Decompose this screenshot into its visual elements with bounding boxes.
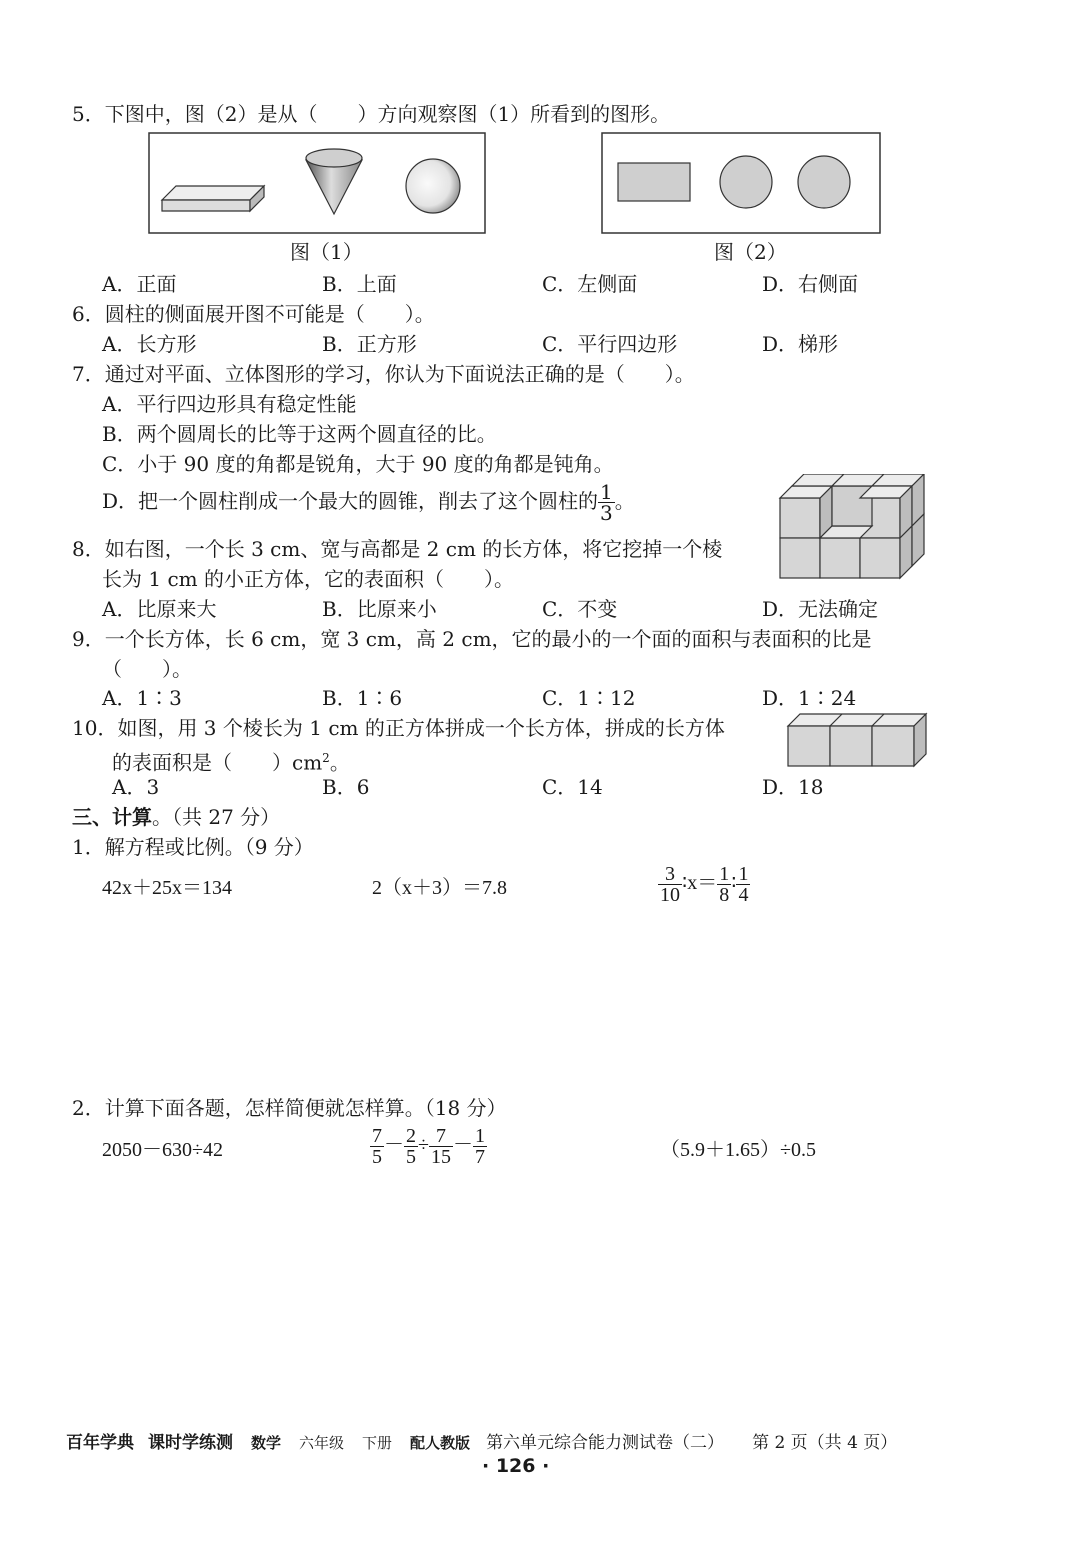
q7-option-a: A．平行四边形具有稳定性能: [102, 392, 357, 416]
footer-brand1: 百年学典: [66, 1433, 134, 1453]
eq3-frac-a-num: 3: [658, 864, 682, 885]
q10-option-c: C．14: [542, 775, 603, 799]
q6-option-c: C．平行四边形: [542, 332, 678, 356]
part1-title: 1．解方程或比例。（9 分）: [72, 835, 314, 859]
footer-brand2: 课时学练测: [148, 1433, 233, 1453]
eq3-mid: ∶x＝: [682, 872, 718, 895]
figure-2: [601, 132, 881, 234]
calc2-f4-num: 1: [474, 1125, 485, 1147]
q7-option-d-end: 。: [614, 489, 635, 513]
q9-option-d: D．1∶24: [762, 686, 857, 710]
q8-option-a: A．比原来大: [102, 597, 217, 621]
q5-option-b: B．上面: [322, 272, 397, 296]
calc2-f4-den: 7: [474, 1146, 485, 1168]
calc2-op3: －: [452, 1134, 473, 1157]
eq3-frac-a: [658, 864, 682, 905]
equation-3: [658, 864, 750, 905]
calc2-f2-den: 5: [406, 1146, 416, 1168]
q10-stem-end: 。: [329, 750, 350, 775]
q9-stem-line2: （ ）。: [102, 657, 192, 681]
calc-3: （5.9＋1.65）÷0.5: [660, 1139, 816, 1161]
q7-fraction-num: 1: [600, 480, 613, 504]
calc2-f3-den: 15: [430, 1146, 451, 1168]
calc2-frac-1: [370, 1126, 384, 1167]
q10-figure: [786, 712, 930, 770]
eq3-frac-c: [736, 864, 750, 905]
footer-subject: 数学: [251, 1434, 282, 1452]
eq3-frac-b-num: 1: [719, 863, 730, 885]
calc2-frac-3: [429, 1126, 453, 1167]
calc2-f1-den: 5: [372, 1146, 382, 1168]
part2-title: 2．计算下面各题，怎样简便就怎样算。（18 分）: [72, 1096, 507, 1120]
calc2-f2-num: 2: [406, 1125, 416, 1147]
footer-test-name: 第六单元综合能力测试卷（二）: [486, 1433, 725, 1453]
calc2-frac-2: [404, 1126, 418, 1167]
q10-stem-line1: 10．如图，用 3 个棱长为 1 cm 的正方体拼成一个长方体，拼成的长方体: [72, 716, 725, 740]
q6-option-b: B．正方形: [322, 332, 417, 356]
q8-option-d: D．无法确定: [762, 597, 879, 621]
section3-heading: [72, 803, 280, 831]
footer-edition: 配人教版: [410, 1434, 471, 1452]
calc-1: 2050－630÷42: [102, 1139, 223, 1161]
q9-option-c: C．1∶12: [542, 686, 636, 710]
q9-stem-line1: 9．一个长方体，长 6 cm，宽 3 cm，高 2 cm，它的最小的一个面的面积与表面积的比是: [72, 627, 872, 651]
q6-option-a: A．长方形: [102, 332, 197, 356]
calc2-f3-num: 7: [429, 1126, 453, 1147]
q6-stem: 6．圆柱的侧面展开图不可能是（ ）。: [72, 302, 435, 326]
footer-volume: 下册: [362, 1434, 393, 1452]
q7-option-c: C．小于 90 度的角都是锐角，大于 90 度的角都是钝角。: [102, 452, 614, 476]
calc2-frac-4: [473, 1126, 487, 1167]
q10-option-a: A．3: [112, 775, 160, 799]
figure-1-caption: 图（1）: [290, 240, 363, 264]
q10-option-d: D．18: [762, 775, 824, 799]
q6-option-d: D．梯形: [762, 332, 839, 356]
q7-fraction-den: 3: [600, 501, 613, 525]
figure-2-caption: 图（2）: [714, 240, 787, 264]
page-number: · 126 ·: [482, 1455, 550, 1477]
q7-option-b: B．两个圆周长的比等于这两个圆直径的比。: [102, 422, 497, 446]
q7-fraction: [598, 482, 615, 523]
eq3-frac-c-num: 1: [738, 863, 749, 885]
q9-option-b: B．1∶6: [322, 686, 403, 710]
q10-option-b: B．6: [322, 775, 370, 799]
q10-stem-line2: [112, 744, 350, 777]
q9-option-a: A．1∶3: [102, 686, 182, 710]
footer-grade: 六年级: [299, 1434, 345, 1452]
eq3-frac-b-den: 8: [719, 884, 730, 906]
eq3-sep: ∶: [731, 872, 737, 895]
figure-1: [148, 132, 486, 234]
equation-1: 42x＋25x＝134: [102, 877, 232, 899]
q8-figure: [778, 474, 930, 580]
section3-heading-rest: 。（共 27 分）: [152, 805, 281, 829]
eq3-frac-c-den: 4: [738, 884, 749, 906]
q8-stem-line2: 长为 1 cm 的小正方体，它的表面积（ ）。: [102, 567, 514, 591]
q10-stem-text: 的表面积是（ ）cm: [112, 750, 323, 775]
q7-stem: 7．通过对平面、立体图形的学习，你认为下面说法正确的是（ ）。: [72, 362, 695, 386]
eq3-frac-b: [717, 864, 731, 905]
q5-stem: 5．下图中，图（2）是从（ ）方向观察图（1）所看到的图形。: [72, 102, 671, 126]
equation-2: 2（x＋3）＝7.8: [372, 877, 507, 899]
footer-page-info: 第 2 页（共 4 页）: [752, 1433, 898, 1453]
q7-option-d: [102, 482, 635, 523]
q7-option-d-text: D．把一个圆柱削成一个最大的圆锥，削去了这个圆柱的: [102, 489, 599, 513]
footer: [66, 1428, 897, 1453]
q5-option-c: C．左侧面: [542, 272, 638, 296]
calc2-f1-num: 7: [372, 1125, 382, 1147]
q8-stem-line1: 8．如右图，一个长 3 cm、宽与高都是 2 cm 的长方体，将它挖掉一个棱: [72, 537, 723, 561]
q10-superscript: 2: [322, 751, 330, 765]
calc2-op1: －: [384, 1134, 404, 1157]
calc-2: [370, 1126, 487, 1167]
q5-option-d: D．右侧面: [762, 272, 859, 296]
q8-option-c: C．不变: [542, 597, 618, 621]
q8-option-b: B．比原来小: [322, 597, 437, 621]
calc2-op2: ÷: [418, 1134, 429, 1157]
eq3-frac-a-den: 10: [660, 884, 680, 906]
section3-heading-bold: 三、计算: [72, 805, 152, 829]
q5-option-a: A．正面: [102, 272, 177, 296]
